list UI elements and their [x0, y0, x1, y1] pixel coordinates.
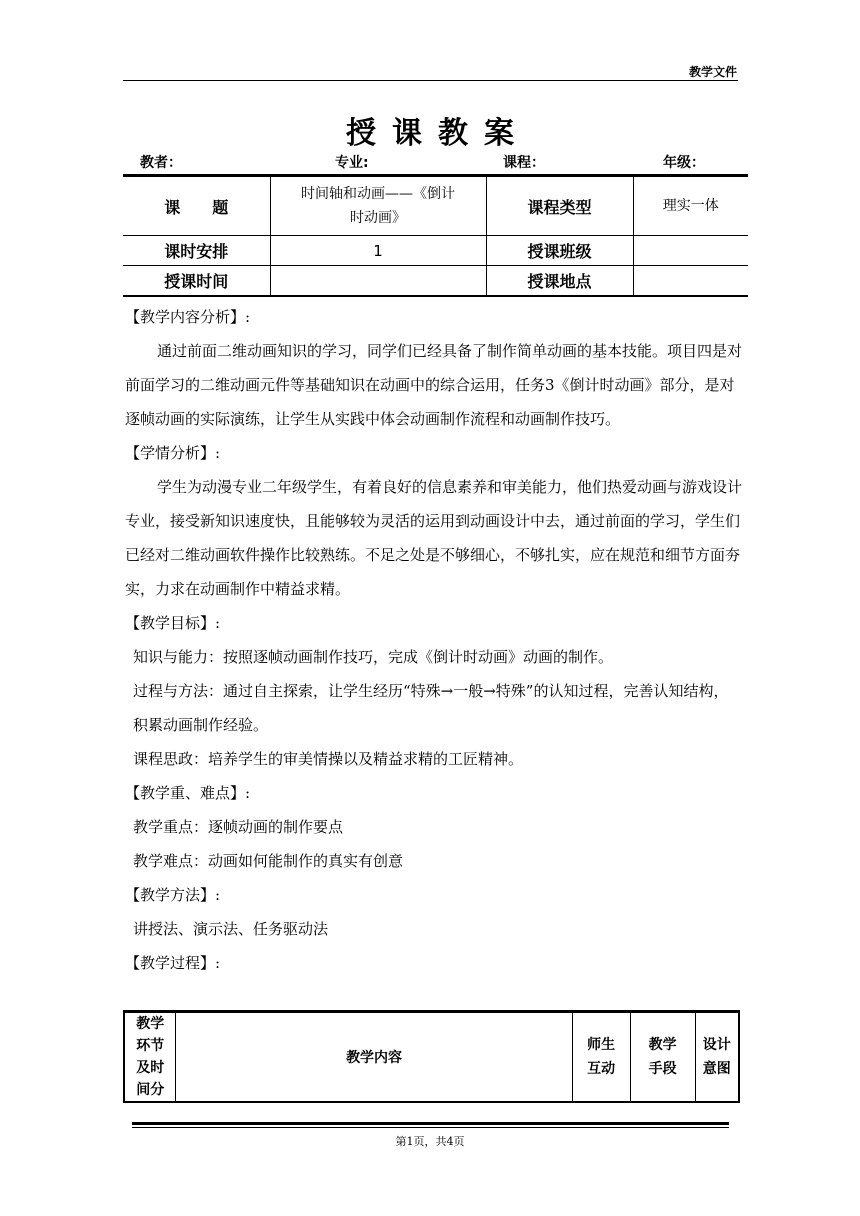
grade-label: 年级：	[663, 155, 705, 171]
place-value	[633, 266, 748, 296]
process-heading: 【教学过程】:	[125, 954, 221, 972]
class-label: 授课班级	[486, 236, 633, 266]
document-header-label: 教学文件	[688, 65, 737, 79]
topic-value: 时间轴和动画——《倒计时动画》	[270, 176, 486, 236]
course-type-value: 理实一体	[633, 176, 748, 236]
place-label: 授课地点	[486, 266, 633, 296]
goal-knowledge: 知识与能力：按照逐帧动画制作技巧，完成《倒计时动画》动画的制作。	[133, 648, 614, 666]
teacher-label: 教者：	[140, 155, 182, 171]
course-type-label: 课程类型	[486, 176, 633, 236]
footer-divider-thin	[132, 1127, 729, 1128]
key-point: 教学重点：逐帧动画的制作要点	[133, 818, 344, 836]
course-info-table	[123, 174, 748, 297]
student-analysis-text: 学生为动漫专业二年级学生，有着良好的信息素养和审美能力，他们热爱动画与游戏设计专业，接受新知识速度快，且能够较为灵活的运用到动画设计中去，通过前面的学习，学生们已经对二维动画软件操作比较熟练。不足之处是不够细心，不够扎实，应在规范和细节方面夯实，力求在动画制作中精益求精。	[125, 478, 743, 598]
hours-label: 课时安排	[123, 236, 270, 266]
class-value	[633, 236, 748, 266]
goal-process: 过程与方法：通过自主探索，让学生经历“特殊→一般→特殊”的认知过程，完善认知结构，积累动画制作经验。	[133, 682, 729, 734]
col-header-intent: 设计意图	[695, 1012, 739, 1103]
difficult-point: 教学难点：动画如何能制作的真实有创意	[133, 852, 404, 870]
content-analysis-heading: 【教学内容分析】:	[125, 308, 251, 326]
header-divider	[123, 80, 738, 81]
page-title: 授课教案	[346, 116, 530, 151]
footer-divider-thick	[132, 1122, 729, 1125]
col-header-stage: 教学环节及时间分	[124, 1012, 176, 1103]
major-label: 专业:	[335, 155, 369, 171]
teaching-goals-heading: 【教学目标】:	[125, 614, 221, 632]
goal-ideology: 课程思政：培养学生的审美情操以及精益求精的工匠精神。	[133, 750, 524, 768]
course-label: 课程：	[503, 155, 545, 171]
lesson-body	[125, 300, 743, 980]
col-header-content: 教学内容	[176, 1012, 572, 1103]
methods-text: 讲授法、演示法、任务驱动法	[133, 920, 329, 938]
col-header-interaction: 师生互动	[572, 1012, 630, 1103]
methods-heading: 【教学方法】:	[125, 886, 221, 904]
col-header-means: 教学手段	[630, 1012, 695, 1103]
hours-value: 1	[270, 236, 486, 266]
key-points-heading: 【教学重、难点】:	[125, 784, 251, 802]
content-analysis-text: 通过前面二维动画知识的学习，同学们已经具备了制作简单动画的基本技能。项目四是对前面学习的二维动画元件等基础知识在动画中的综合运用，任务3《倒计时动画》部分，是对逐帧动画的实际演练，让学生从实践中体会动画制作流程和动画制作技巧。	[125, 342, 743, 428]
page-number: 第1页，共4页	[395, 1135, 465, 1148]
student-analysis-heading: 【学情分析】:	[125, 444, 221, 462]
topic-label: 课 题	[123, 176, 270, 236]
time-label: 授课时间	[123, 266, 270, 296]
teaching-process-table	[123, 1010, 740, 1103]
time-value	[270, 266, 486, 296]
